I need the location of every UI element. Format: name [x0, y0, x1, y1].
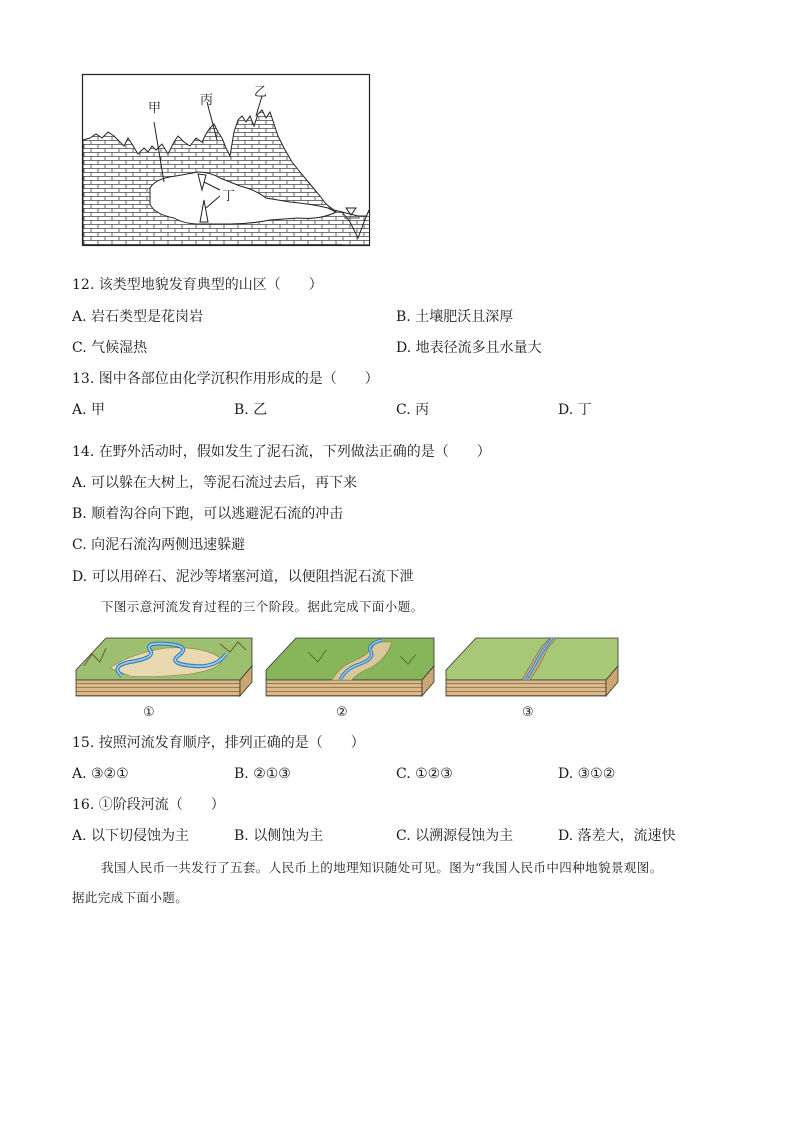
q12-option-d: D. 地表径流多且水量大 [396, 340, 542, 356]
q13-option-a: A. 甲 [72, 402, 106, 418]
q14-stem: 14. 在野外活动时，假如发生了泥石流，下列做法正确的是（ ） [72, 444, 491, 460]
stage-label-1: ① [143, 705, 155, 720]
river-stages-figure [70, 632, 630, 720]
river-stage-1-block [76, 638, 252, 696]
q14-option-d: D. 可以用碎石、泥沙等堵塞河道，以便阻挡泥石流下泄 [72, 569, 414, 585]
stage-label-3: ③ [522, 705, 534, 720]
river-stage-2-block [266, 638, 434, 696]
q13-option-b: B. 乙 [234, 402, 268, 418]
q14-option-a: A. 可以躲在大树上，等泥石流过去后，再下来 [72, 475, 358, 491]
q15-option-a: A. ③②① [72, 766, 129, 782]
q16-option-b: B. 以侧蚀为主 [234, 828, 324, 844]
q16-stem: 16. ①阶段河流（ ） [72, 797, 225, 813]
river-intro-text: 下图示意河流发育过程的三个阶段。据此完成下面小题。 [101, 599, 424, 614]
label-yi: 乙 [254, 85, 268, 100]
q15-option-b: B. ②①③ [234, 766, 291, 782]
q16-option-a: A. 以下切侵蚀为主 [72, 828, 190, 844]
label-jia: 甲 [148, 101, 162, 116]
river-stage-3-block [446, 638, 618, 696]
q12-option-c: C. 气候湿热 [72, 340, 148, 356]
label-ding: 丁 [222, 189, 236, 204]
q13-option-c: C. 丙 [396, 402, 430, 418]
q15-stem: 15. 按照河流发育顺序，排列正确的是（ ） [72, 735, 365, 751]
stage-label-2: ② [336, 705, 348, 720]
q12-option-a: A. 岩石类型是花岗岩 [72, 309, 204, 325]
q13-stem: 13. 图中各部位由化学沉积作用形成的是（ ） [72, 371, 379, 387]
karst-cave-diagram [80, 72, 372, 248]
label-bing: 丙 [200, 93, 214, 108]
q13-option-d: D. 丁 [558, 402, 592, 418]
q15-option-d: D. ③①② [558, 766, 616, 782]
q15-option-c: C. ①②③ [396, 766, 453, 782]
q12-stem: 12. 该类型地貌发育典型的山区（ ） [72, 277, 323, 293]
q12-option-b: B. 土壤肥沃且深厚 [396, 309, 514, 325]
q14-option-b: B. 顺着沟谷向下跑，可以逃避泥石流的冲击 [72, 506, 344, 522]
rmb-intro-line2: 据此完成下面小题。 [72, 890, 189, 905]
q16-option-c: C. 以溯源侵蚀为主 [396, 828, 514, 844]
q16-option-d: D. 落差大，流速快 [558, 828, 676, 844]
rmb-intro-line1: 我国人民币一共发行了五套。人民币上的地理知识随处可见。图为“我国人民币中四种地貌景观图。 [101, 860, 663, 875]
q14-option-c: C. 向泥石流沟两侧迅速躲避 [72, 537, 246, 553]
